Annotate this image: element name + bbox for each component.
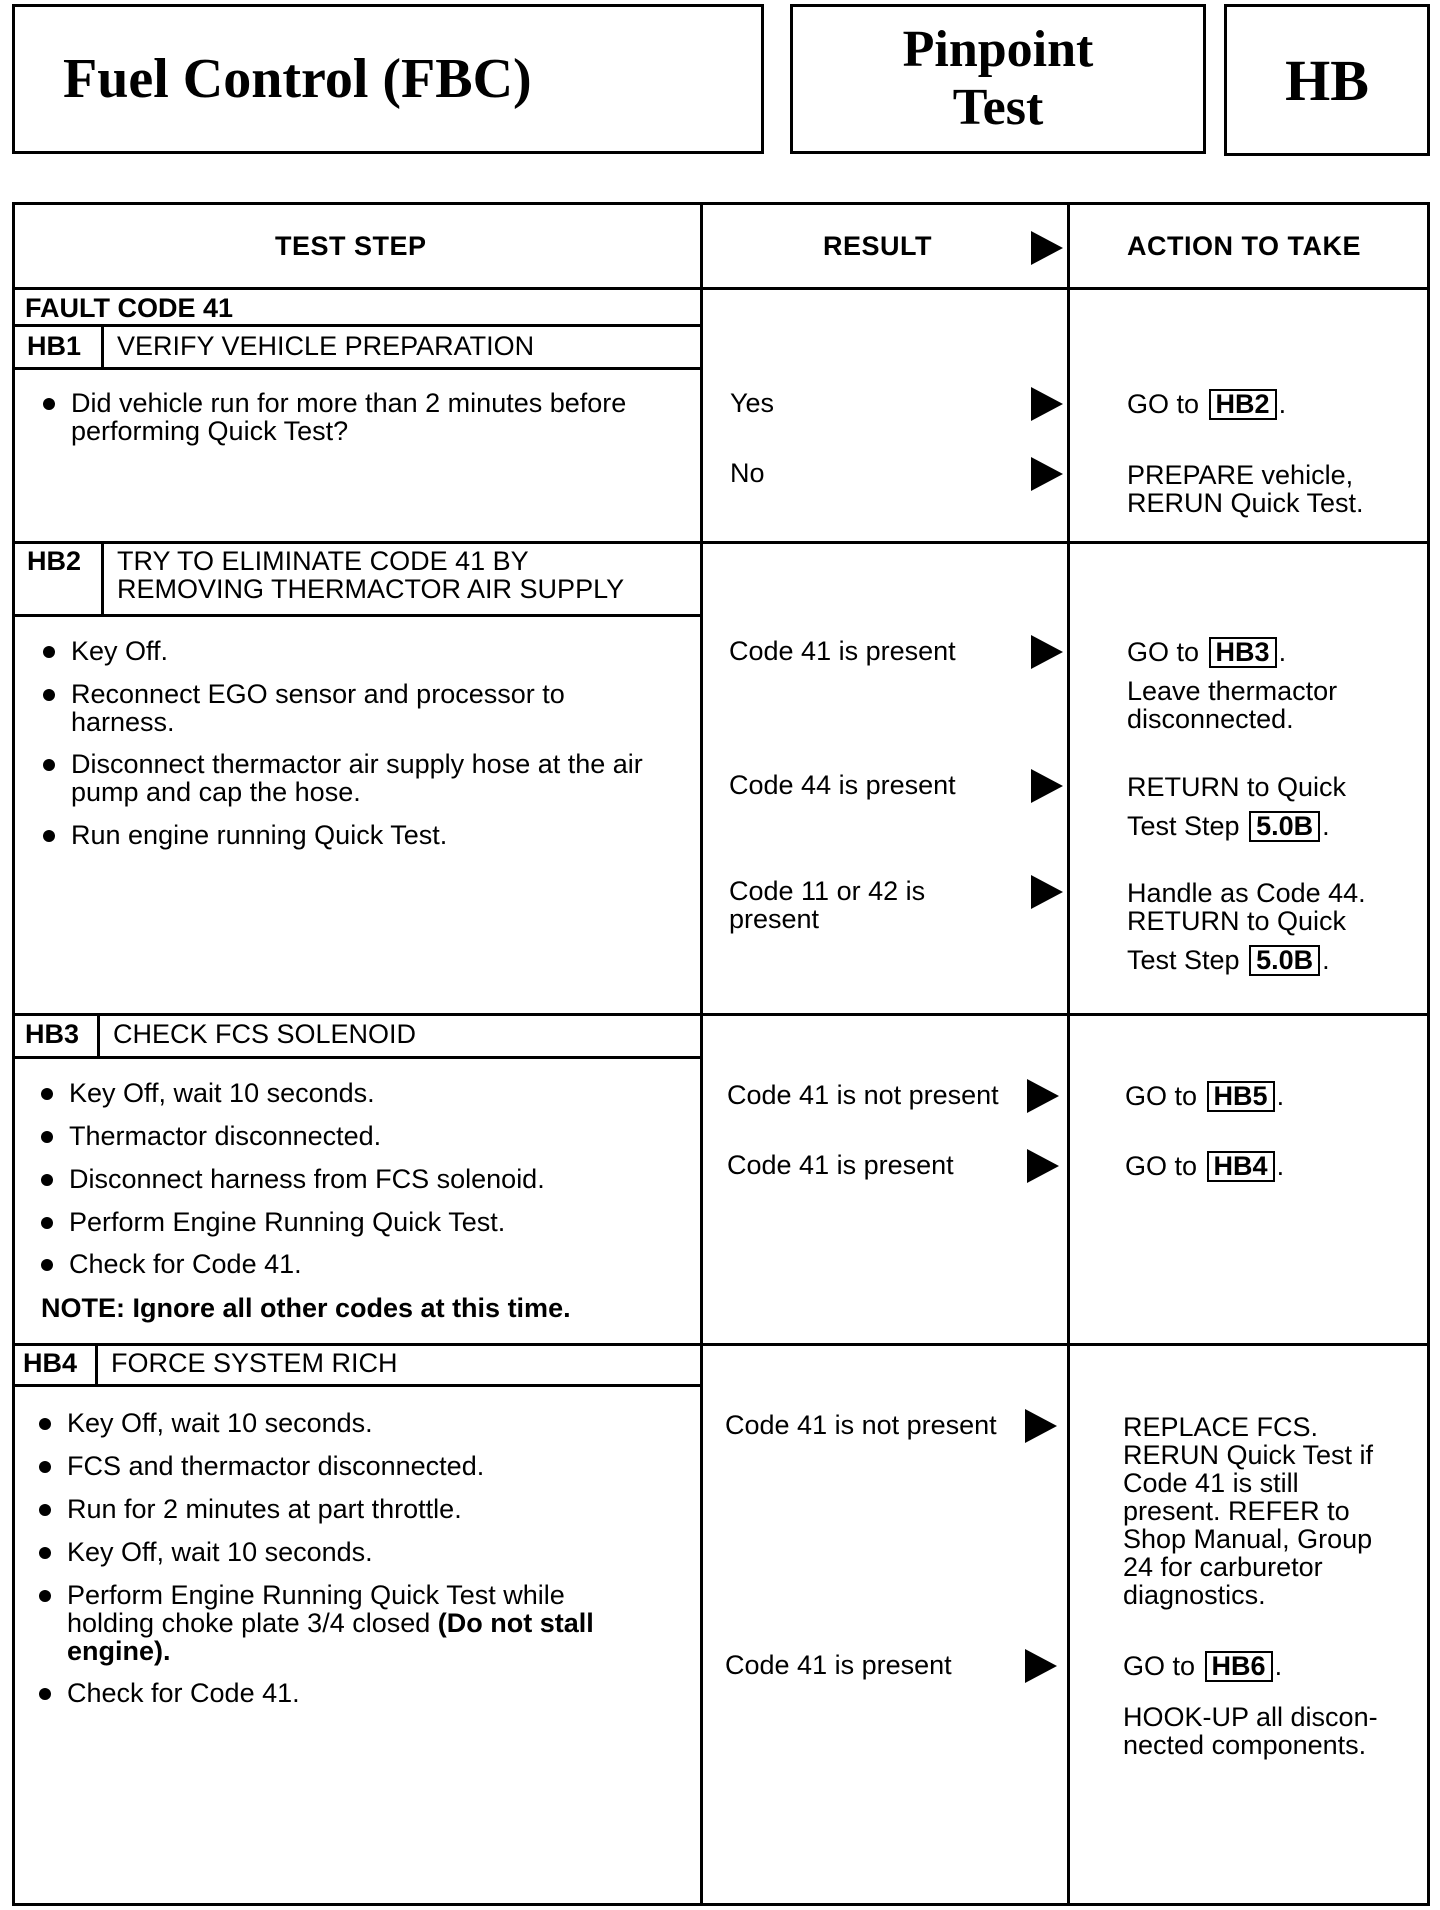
instruction-line: pump and cap the hose. — [71, 777, 361, 807]
action-go-to: GO to — [1125, 1151, 1198, 1181]
step-ref-5-0b[interactable]: 5.0B — [1249, 945, 1320, 976]
action-text: nected components. — [1123, 1730, 1367, 1760]
arrow-icon — [1031, 635, 1063, 669]
step-title: FORCE SYSTEM RICH — [111, 1348, 398, 1378]
pinpoint-table — [12, 202, 1430, 1906]
header-divider — [15, 287, 1427, 290]
bullet-icon — [41, 1088, 53, 1100]
step-ref-hb2[interactable]: HB2 — [1209, 389, 1277, 420]
action-period: . — [1322, 945, 1330, 975]
bullet-icon — [43, 830, 55, 842]
action-text — [1125, 1081, 1284, 1112]
action-text: 24 for carburetor — [1123, 1552, 1323, 1582]
step-title: TRY TO ELIMINATE CODE 41 BY — [117, 546, 529, 576]
bullet-icon — [43, 689, 55, 701]
instruction-line: Key Off. — [71, 636, 169, 666]
action-go-to: GO to — [1127, 637, 1200, 667]
instruction-line: Check for Code 41. — [67, 1678, 300, 1708]
step-ref-5-0b[interactable]: 5.0B — [1249, 811, 1320, 842]
action-text — [1127, 945, 1330, 976]
arrow-icon — [1031, 769, 1063, 803]
action-text: Shop Manual, Group — [1123, 1524, 1373, 1554]
arrow-icon — [1025, 1649, 1057, 1683]
instruction-line: Disconnect harness from FCS solenoid. — [69, 1164, 545, 1194]
pinpoint-line1: Pinpoint — [902, 21, 1094, 78]
action-period: . — [1276, 1151, 1285, 1181]
action-period: . — [1274, 1651, 1283, 1681]
instruction-line — [67, 1609, 594, 1638]
result-text: Code 41 is present — [725, 1650, 952, 1680]
bullet-icon — [39, 1688, 51, 1700]
step-ref-hb3[interactable]: HB3 — [1209, 637, 1277, 668]
step-ref-hb6[interactable]: HB6 — [1205, 1651, 1273, 1682]
bullet-icon — [39, 1547, 51, 1559]
action-text: REPLACE FCS. — [1123, 1412, 1319, 1442]
action-period: . — [1322, 811, 1330, 841]
step-title: CHECK FCS SOLENOID — [113, 1019, 417, 1049]
instruction-segment: holding choke plate 3/4 closed — [67, 1608, 431, 1638]
action-test-step: Test Step — [1127, 811, 1240, 841]
instruction-line: Thermactor disconnected. — [69, 1121, 382, 1151]
result-text: present — [729, 904, 820, 934]
instruction-line: performing Quick Test? — [71, 416, 349, 446]
action-text: RETURN to Quick — [1127, 772, 1347, 802]
result-text: Yes — [730, 388, 775, 418]
step-title: REMOVING THERMACTOR AIR SUPPLY — [117, 574, 625, 604]
instruction-line: Run engine running Quick Test. — [71, 820, 448, 850]
arrow-icon — [1031, 387, 1063, 421]
action-text — [1127, 637, 1286, 668]
step-title: VERIFY VEHICLE PREPARATION — [117, 331, 535, 361]
bullet-icon — [41, 1259, 53, 1271]
fault-code-label: FAULT CODE 41 — [25, 293, 234, 323]
bullet-icon — [43, 759, 55, 771]
bullet-icon — [41, 1217, 53, 1229]
pinpoint-line2: Test — [952, 79, 1044, 136]
instruction-line: Key Off, wait 10 seconds. — [67, 1408, 373, 1438]
column-header-result: RESULT — [823, 231, 932, 261]
result-text: Code 11 or 42 is — [729, 876, 926, 906]
instruction-line: Run for 2 minutes at part throttle. — [67, 1494, 462, 1524]
step-id: HB2 — [27, 546, 82, 576]
action-text — [1127, 389, 1286, 420]
tag-divider — [95, 1343, 98, 1387]
action-text: PREPARE vehicle, — [1127, 460, 1354, 490]
action-text: RERUN Quick Test. — [1127, 488, 1364, 518]
action-go-to: GO to — [1127, 389, 1200, 419]
result-text: Code 41 is present — [727, 1150, 954, 1180]
instruction-line: Did vehicle run for more than 2 minutes before — [71, 388, 627, 418]
action-text: diagnostics. — [1123, 1580, 1266, 1610]
result-text: Code 41 is not present — [727, 1080, 999, 1110]
action-text: present. REFER to — [1123, 1496, 1350, 1526]
instruction-line: FCS and thermactor disconnected. — [67, 1451, 485, 1481]
instruction-line: Key Off, wait 10 seconds. — [69, 1078, 375, 1108]
action-test-step: Test Step — [1127, 945, 1240, 975]
result-text: Code 41 is not present — [725, 1410, 997, 1440]
action-period: . — [1278, 389, 1287, 419]
bullet-icon — [43, 398, 55, 410]
result-text: No — [730, 458, 765, 488]
instruction-line: Perform Engine Running Quick Test while — [67, 1580, 565, 1610]
step-id: HB3 — [25, 1019, 80, 1049]
arrow-icon — [1031, 231, 1063, 265]
arrow-icon — [1031, 457, 1063, 491]
action-text: Leave thermactor — [1127, 676, 1338, 706]
test-code-text: HB — [1285, 47, 1369, 113]
action-text — [1127, 811, 1330, 842]
action-text — [1123, 1651, 1282, 1682]
step-ref-hb5[interactable]: HB5 — [1207, 1081, 1275, 1112]
page-title — [12, 4, 764, 154]
bullet-icon — [43, 646, 55, 658]
instruction-line: Perform Engine Running Quick Test. — [69, 1207, 506, 1237]
action-period: . — [1276, 1081, 1285, 1111]
arrow-icon — [1027, 1079, 1059, 1113]
instruction-line: Disconnect thermactor air supply hose at the air — [71, 749, 643, 779]
action-text: Handle as Code 44. — [1127, 878, 1366, 908]
action-text — [1125, 1151, 1284, 1182]
instruction-emphasis: engine). — [67, 1636, 171, 1666]
result-text: Code 44 is present — [729, 770, 956, 800]
action-text: HOOK-UP all discon- — [1123, 1702, 1378, 1732]
action-text: disconnected. — [1127, 704, 1294, 734]
action-go-to: GO to — [1125, 1081, 1198, 1111]
bullet-icon — [41, 1131, 53, 1143]
tag-divider — [101, 324, 104, 370]
step-ref-hb4[interactable]: HB4 — [1207, 1151, 1275, 1182]
test-code-label — [1224, 4, 1430, 156]
pinpoint-test-label — [790, 4, 1206, 154]
action-go-to: GO to — [1123, 1651, 1196, 1681]
column-header-action: ACTION TO TAKE — [1127, 231, 1361, 261]
instruction-line: Key Off, wait 10 seconds. — [67, 1537, 373, 1567]
step-id: HB1 — [27, 331, 82, 361]
title-text: Fuel Control (FBC) — [63, 48, 532, 110]
tag-divider — [101, 541, 104, 617]
action-period: . — [1278, 637, 1287, 667]
note-text: NOTE: Ignore all other codes at this time. — [41, 1293, 571, 1323]
action-text: Code 41 is still — [1123, 1468, 1299, 1498]
bullet-icon — [39, 1461, 51, 1473]
bullet-icon — [39, 1418, 51, 1430]
result-text: Code 41 is present — [729, 636, 956, 666]
instruction-line: Reconnect EGO sensor and processor to — [71, 679, 565, 709]
bullet-icon — [41, 1174, 53, 1186]
instruction-line: harness. — [71, 707, 175, 737]
column-header-test-step: TEST STEP — [275, 231, 427, 261]
arrow-icon — [1031, 875, 1063, 909]
instruction-line: Check for Code 41. — [69, 1249, 302, 1279]
arrow-icon — [1025, 1409, 1057, 1443]
column-divider — [1067, 205, 1070, 1903]
instruction-emphasis: (Do not stall — [437, 1608, 594, 1638]
arrow-icon — [1027, 1149, 1059, 1183]
action-text: RERUN Quick Test if — [1123, 1440, 1374, 1470]
action-text: RETURN to Quick — [1127, 906, 1347, 936]
tag-divider — [97, 1013, 100, 1059]
bullet-icon — [39, 1504, 51, 1516]
bullet-icon — [39, 1590, 51, 1602]
step-id: HB4 — [23, 1348, 78, 1378]
